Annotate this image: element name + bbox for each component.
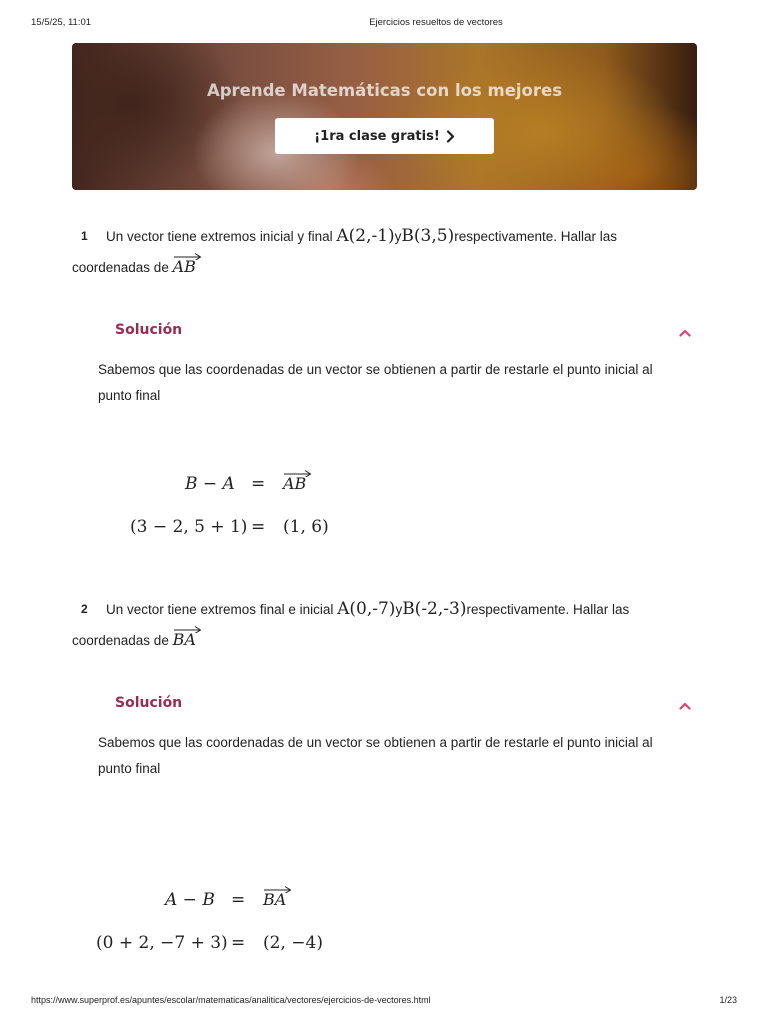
exercise-text: coordenadas de — [72, 633, 173, 648]
solution-text: Sabemos que las coordenadas de un vector se obtienen a partir de restarle el punto inicial al punto final — [98, 735, 653, 776]
equation-line — [165, 890, 215, 910]
conjunction: y — [394, 229, 402, 244]
print-url: https://www.superprof.es/apuntes/escolar/matematicas/analitica/vectores/ejercicios-de-vectores.html — [31, 995, 431, 1005]
solution-text: Sabemos que las coordenadas de un vector se obtienen a partir de restarle el punto inicial al punto final — [98, 362, 653, 403]
vector-label: BA — [263, 890, 287, 909]
exercise-number: 2 — [81, 602, 88, 616]
exercise-text: Un vector tiene extremos inicial y final — [106, 229, 337, 244]
point-b: B(3,5) — [401, 226, 455, 246]
promo-banner — [72, 43, 697, 190]
equals-sign: = — [231, 933, 246, 953]
vector-label: AB — [283, 474, 307, 493]
conjunction: y — [395, 602, 403, 617]
equation-rhs: (1, 6) — [283, 517, 329, 537]
equation-lhs: B − A — [185, 474, 235, 494]
chevron-up-icon — [679, 697, 691, 715]
equals-sign: = — [231, 890, 246, 910]
equation-rhs: (2, −4) — [263, 933, 323, 953]
vector-label: BA — [172, 630, 196, 649]
print-title: Ejercicios resueltos de vectores — [369, 17, 503, 28]
equation-rhs-vector — [283, 474, 306, 494]
equation-line — [185, 474, 235, 494]
equation-rhs-vector — [263, 890, 286, 910]
exercise-text: coordenadas de — [72, 260, 173, 275]
equation-lhs: (0 + 2, −7 + 3) — [96, 933, 228, 953]
chevron-up-icon — [679, 324, 691, 342]
exercise-text: respectivamente. Hallar las — [454, 229, 618, 244]
exercise-number: 1 — [81, 229, 88, 243]
point-a: A(0,-7) — [337, 599, 396, 619]
equals-sign: = — [251, 517, 266, 537]
page-number: 1/23 — [719, 995, 737, 1005]
vector-label: AB — [172, 257, 196, 276]
equation-lhs: A − B — [165, 890, 215, 910]
point-a: A(2,-1) — [336, 226, 395, 246]
exercise-text: Un vector tiene extremos final e inicial — [106, 602, 338, 617]
vector-ab — [173, 259, 196, 275]
equation-lhs: (3 − 2, 5 + 1) — [130, 517, 248, 537]
print-header — [0, 17, 768, 31]
equals-sign: = — [251, 474, 266, 494]
exercise-2 — [72, 594, 672, 656]
solution-title: Solución — [115, 695, 183, 711]
vector-ba — [173, 632, 196, 648]
solution-toggle-2[interactable] — [115, 694, 693, 716]
free-class-button[interactable] — [275, 118, 494, 154]
point-b: B(-2,-3) — [402, 599, 467, 619]
vector-ab — [283, 476, 306, 492]
chevron-right-icon — [446, 130, 455, 143]
exercise-1 — [72, 221, 672, 283]
free-class-button-label: ¡1ra clase gratis! — [314, 128, 440, 144]
vector-ba — [263, 892, 286, 908]
solution-toggle-1[interactable] — [115, 321, 693, 343]
banner-title: Aprende Matemáticas con los mejores — [206, 81, 563, 100]
print-footer — [0, 995, 768, 1009]
exercise-text: respectivamente. Hallar las — [466, 602, 630, 617]
print-date: 15/5/25, 11:01 — [31, 17, 92, 28]
solution-title: Solución — [115, 322, 183, 338]
